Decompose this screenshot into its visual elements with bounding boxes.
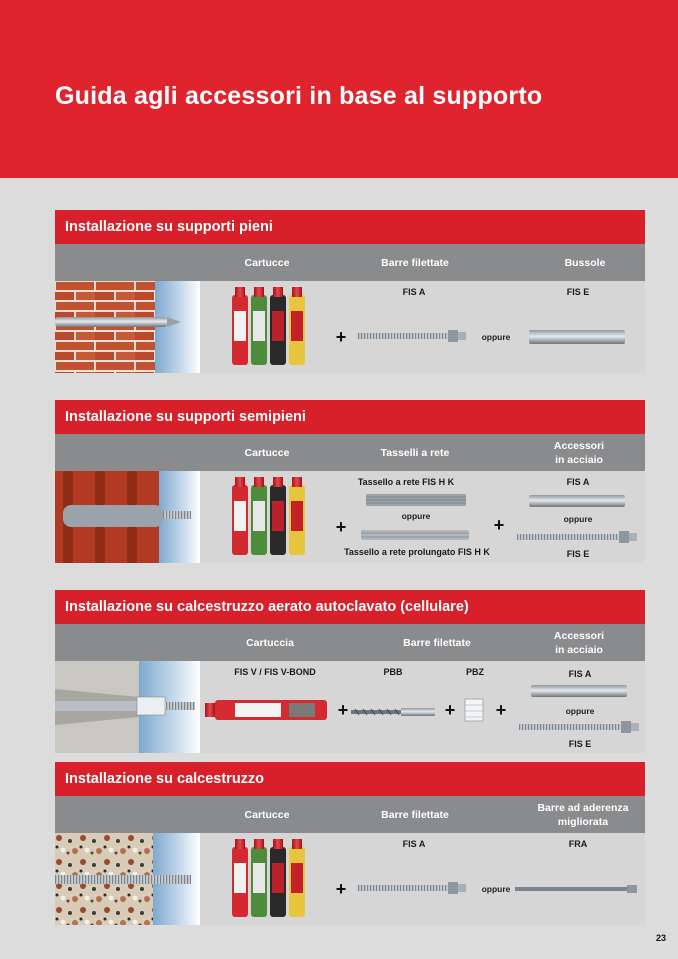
col-cartucce: Cartucce [244,256,290,269]
label-tassello-a-rete-prolungato: Tassello a rete prolungato FIS H K [344,547,490,557]
section-column-header [55,796,645,833]
label-fis-v-bond: FIS V / FIS V-BOND [234,667,316,677]
plus-icon: + [495,700,507,720]
col-cartuccia: Cartuccia [246,636,294,649]
col-barre-ad-aderenza-migliorata: Barre ad aderenza migliorata [537,801,629,828]
plus-icon: + [335,517,347,537]
section-body [55,661,645,753]
concrete-illustration [55,833,200,925]
header-banner [0,0,678,178]
masonry-solid-illustration [55,281,200,373]
label-pbz: PBZ [466,667,484,677]
col-cartucce: Cartucce [244,808,290,821]
plus-icon: + [337,700,349,720]
plus-icon: + [493,515,505,535]
label-tassello-a-rete: Tassello a rete FIS H K [357,477,455,487]
col-tasselli-a-rete: Tasselli a rete [380,446,450,459]
oppure-text: oppure [563,514,593,524]
label-fis-a: FIS A [402,839,426,849]
oppure-text: oppure [401,511,431,521]
section-title: Installazione su calcestruzzo aerato autoclavato (cellulare) [55,590,645,624]
oppure-text: oppure [565,706,595,716]
threaded-rod-icon [358,329,468,343]
cartridges-icon [230,471,335,563]
cartridge-fis-v-icon [205,697,331,723]
col-barre-filettate: Barre filettate [381,256,449,269]
plus-icon: + [335,327,347,347]
col-cartucce: Cartucce [244,446,290,459]
section-calcestruzzo [55,762,645,925]
col-barre-filettate: Barre filettate [381,808,449,821]
page-number: 23 [655,933,666,943]
plus-icon: + [335,879,347,899]
cartridges-icon [230,833,335,925]
rebar-anchor-icon [515,884,639,894]
col-accessori-in-acciaio: Accessori in acciaio [553,629,605,656]
bushing-icon [529,493,627,509]
label-fis-e: FIS E [566,549,590,559]
section-title: Installazione su calcestruzzo [55,762,645,796]
col-barre-filettate: Barre filettate [403,636,471,649]
oppure-text: oppure [481,332,511,342]
label-fis-a: FIS A [402,287,426,297]
mesh-sleeve-long-icon [361,528,471,542]
label-fis-a: FIS A [568,669,592,679]
section-column-header [55,624,645,661]
col-accessori-in-acciaio: Accessori in acciaio [553,439,605,466]
section-supporti-semipieni [55,400,645,563]
bushing-icon [529,328,627,346]
section-supporti-pieni [55,210,645,373]
threaded-rod-icon [358,881,468,895]
col-bussole: Bussole [564,256,606,269]
label-fra: FRA [568,839,588,849]
section-column-header [55,244,645,281]
section-body [55,833,645,925]
section-title: Installazione su supporti pieni [55,210,645,244]
aerated-concrete-illustration [55,661,200,753]
cartridges-icon [230,281,335,373]
label-fis-e: FIS E [568,739,592,749]
section-calcestruzzo-aerato [55,590,645,753]
threaded-rod-icon [519,720,641,734]
bushing-icon [531,683,629,699]
plastic-sleeve-icon [463,697,485,723]
label-pbb: PBB [383,667,403,677]
masonry-hollow-illustration [55,471,200,563]
drill-bit-icon [351,705,437,719]
plus-icon: + [444,700,456,720]
label-fis-e: FIS E [566,287,590,297]
threaded-rod-icon [517,530,639,544]
section-body [55,471,645,563]
section-column-header [55,434,645,471]
oppure-text: oppure [481,884,511,894]
section-title: Installazione su supporti semipieni [55,400,645,434]
section-body [55,281,645,373]
label-fis-a: FIS A [566,477,590,487]
mesh-sleeve-icon [366,493,470,507]
page-title: Guida agli accessori in base al supporto [55,82,543,110]
